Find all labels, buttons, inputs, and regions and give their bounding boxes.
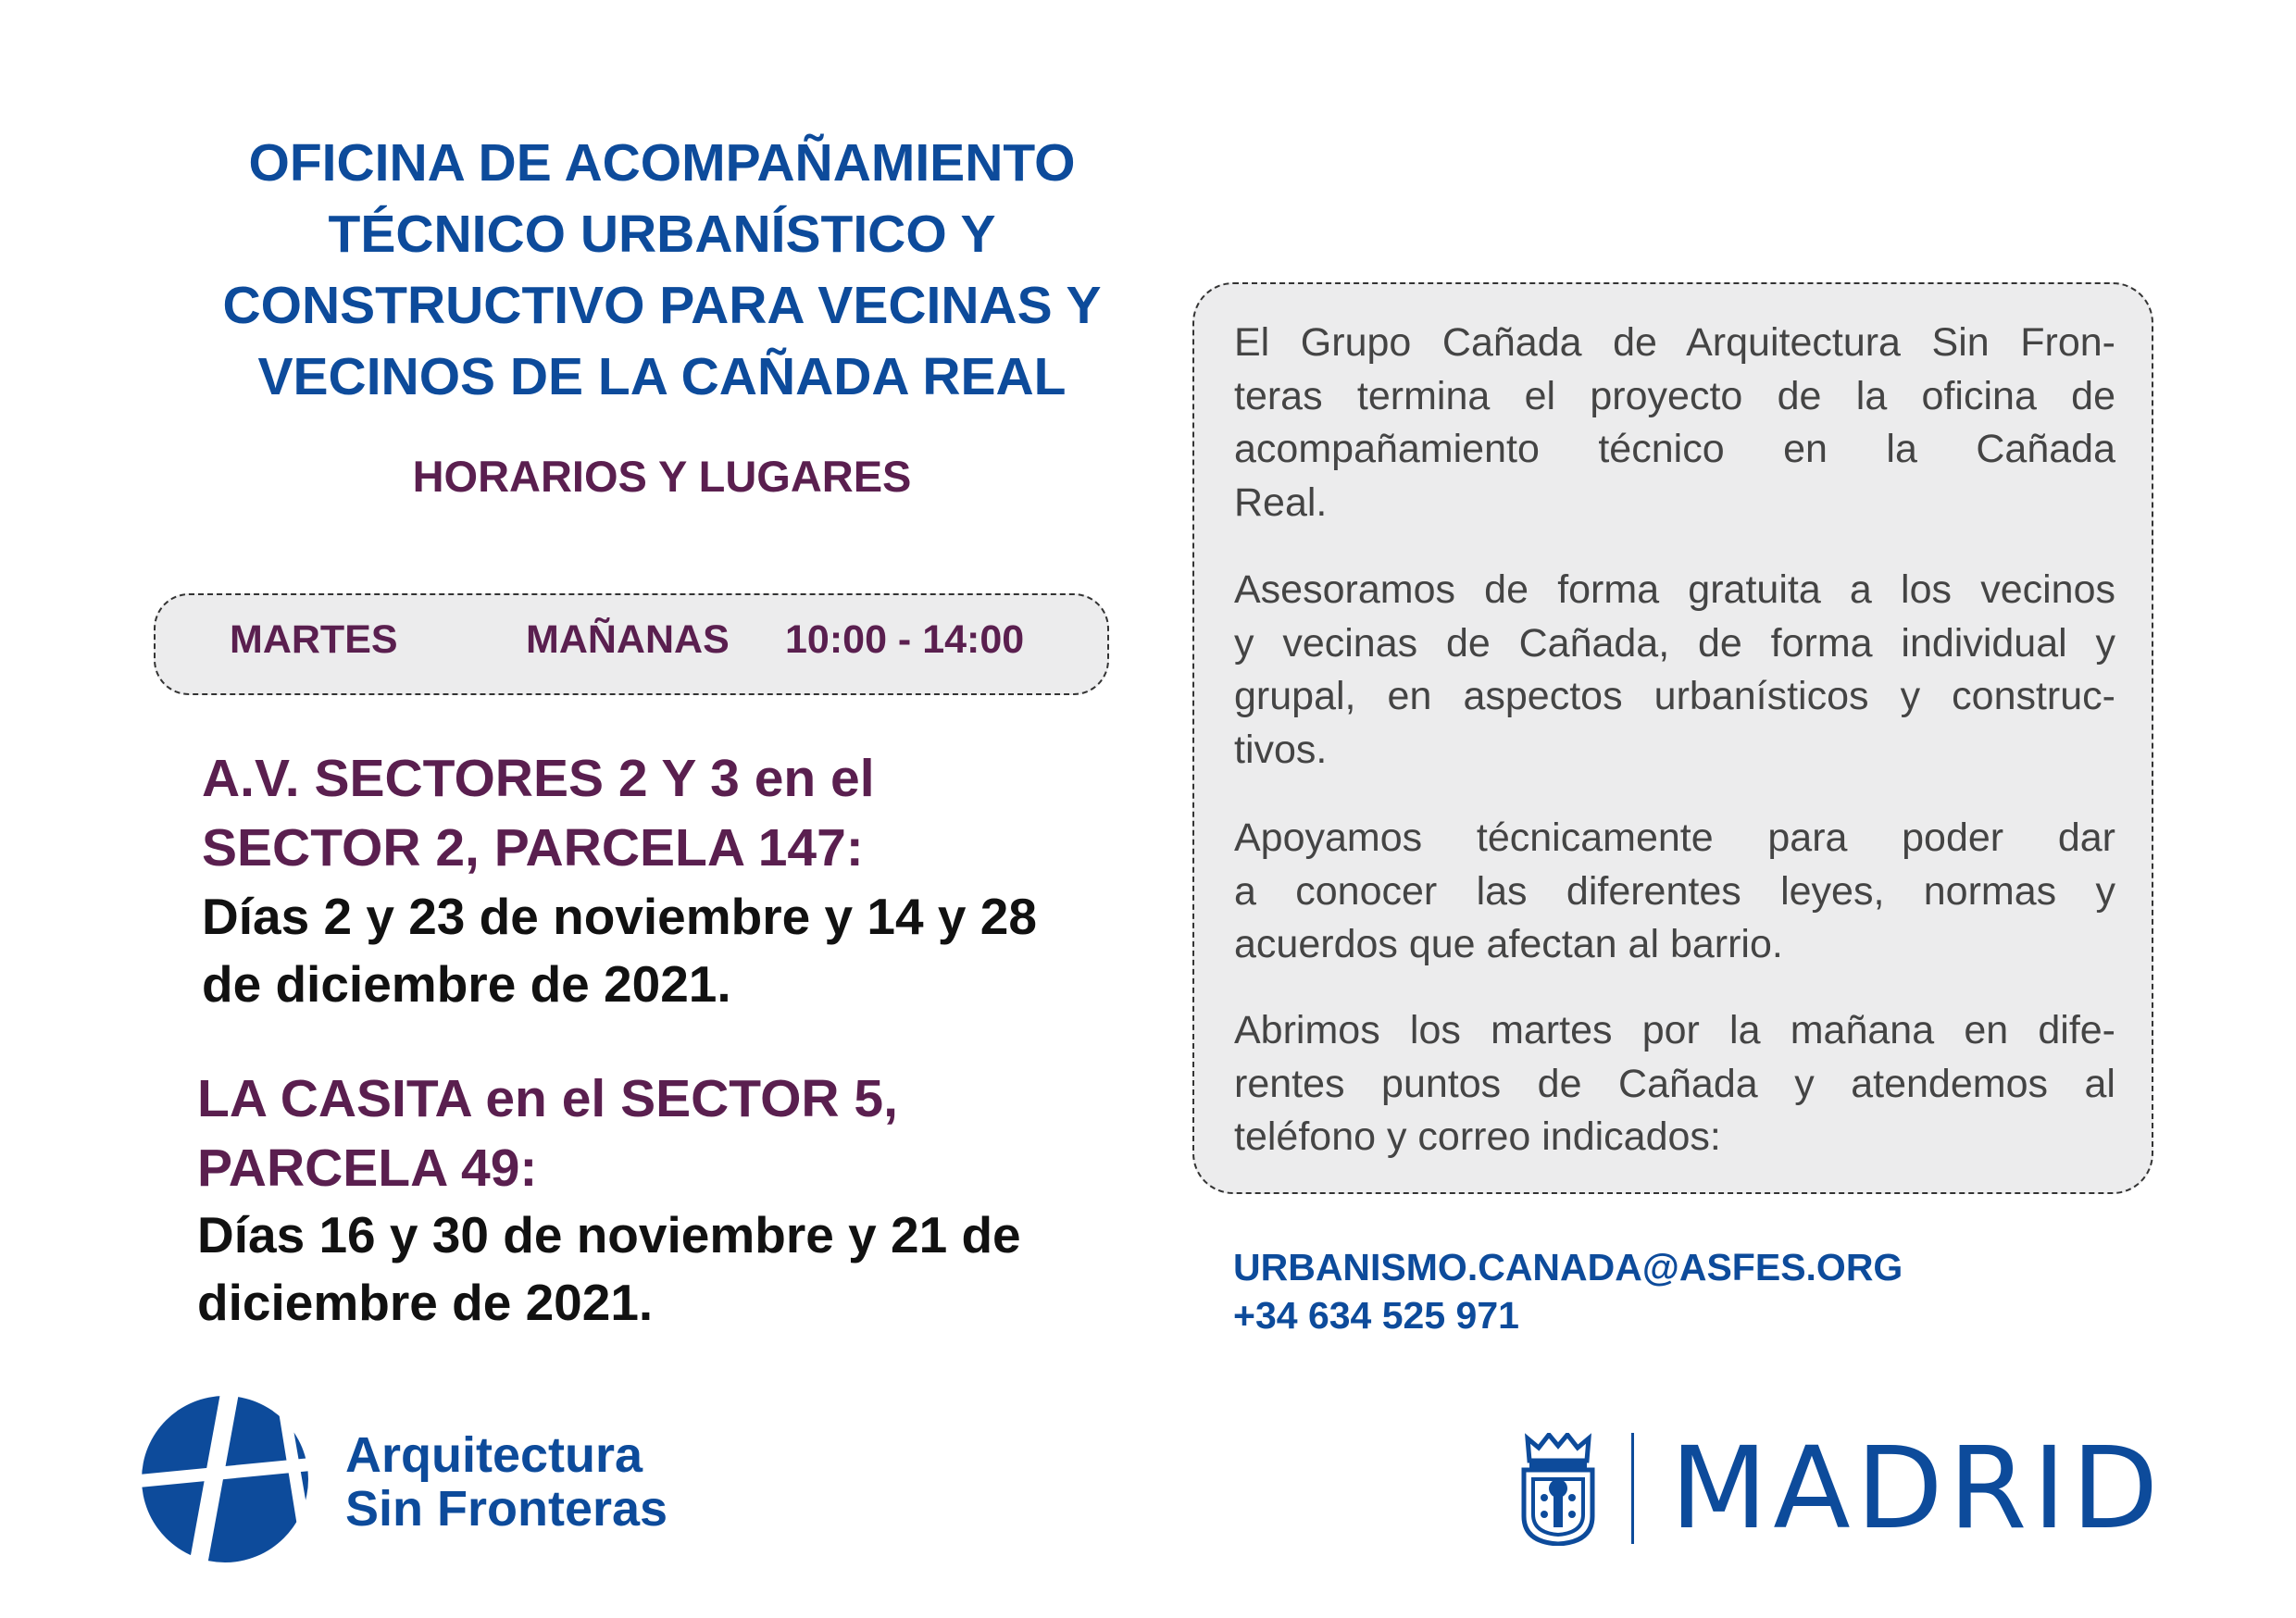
location-1-dates [202,883,1037,1018]
info-paragraph [1234,317,2115,529]
schedule-day: MARTES [230,617,398,662]
arquitectura-sin-fronteras-logo-icon [139,1393,311,1565]
info-line: acuerdos que afectan al barrio. [1234,922,1783,966]
info-line: Asesoramos de forma gratuita a los vecinos [1234,567,2115,612]
info-line: y vecinas de Cañada, de forma individual y [1234,620,2115,666]
schedule-period: MAÑANAS [526,617,730,662]
location-2-dates [197,1201,1021,1337]
title-line: CONSTRUCTIVO PARA VECINAS Y [222,276,1102,335]
info-line: grupal, en aspectos urbanísticos y construc- [1234,674,2115,718]
info-line: teléfono y correo indicados: [1234,1114,1721,1159]
contact-email[interactable]: URBANISMO.CANADA@ASFES.ORG [1233,1246,1903,1288]
subtitle: HORARIOS Y LUGARES [412,452,912,501]
location-1-dates-line: de diciembre de 2021. [202,955,731,1013]
contact-block [1233,1243,1903,1339]
location-2-name-line: PARCELA 49: [197,1139,538,1198]
page-title [176,128,1148,413]
location-2-dates-line: diciembre de 2021. [197,1274,654,1331]
madrid-separator [1631,1433,1634,1544]
location-2-dates-line: Días 16 y 30 de noviembre y 21 de [197,1206,1021,1263]
info-paragraph [1234,564,2115,777]
schedule-box [154,593,1109,695]
location-1-dates-line: Días 2 y 23 de noviembre y 14 y 28 [202,888,1037,945]
asf-wordmark [345,1428,668,1536]
title-line: OFICINA DE ACOMPAÑAMIENTO [248,133,1076,193]
asf-line: Arquitectura [345,1427,643,1483]
info-line: tivos. [1234,727,1328,772]
schedule-hours: 10:00 - 14:00 [785,617,1025,662]
info-line: Abrimos los martes por la mañana en dife- [1234,1008,2115,1052]
location-2-name [197,1064,898,1203]
info-paragraph [1234,812,2115,972]
madrid-wordmark: MADRID [1670,1423,2165,1554]
title-line: VECINOS DE LA CAÑADA REAL [257,347,1067,406]
info-line: El Grupo Cañada de Arquitectura Sin Fron- [1234,320,2115,365]
info-paragraph [1234,1004,2115,1164]
location-1-name-line: A.V. SECTORES 2 Y 3 en el [202,749,875,808]
info-line: Apoyamos técnicamente para poder dar [1234,815,2115,860]
info-line: Real. [1234,479,1328,525]
info-box [1192,282,2153,1194]
location-1-name [202,744,875,883]
info-line: a conocer las diferentes leyes, normas y [1234,868,2115,914]
location-2-name-line: LA CASITA en el SECTOR 5, [197,1069,898,1128]
info-line: rentes puntos de Cañada y atendemos al [1234,1061,2115,1106]
info-line: teras termina el proyecto de la oficina de [1234,373,2115,418]
info-line: acompañamiento técnico en la Cañada [1234,427,2115,471]
madrid-crest-icon [1518,1433,1598,1546]
contact-phone[interactable]: +34 634 525 971 [1233,1294,1519,1337]
title-line: TÉCNICO URBANÍSTICO Y [328,205,996,264]
location-1-name-line: SECTOR 2, PARCELA 147: [202,818,864,877]
asf-line: Sin Fronteras [345,1481,668,1537]
